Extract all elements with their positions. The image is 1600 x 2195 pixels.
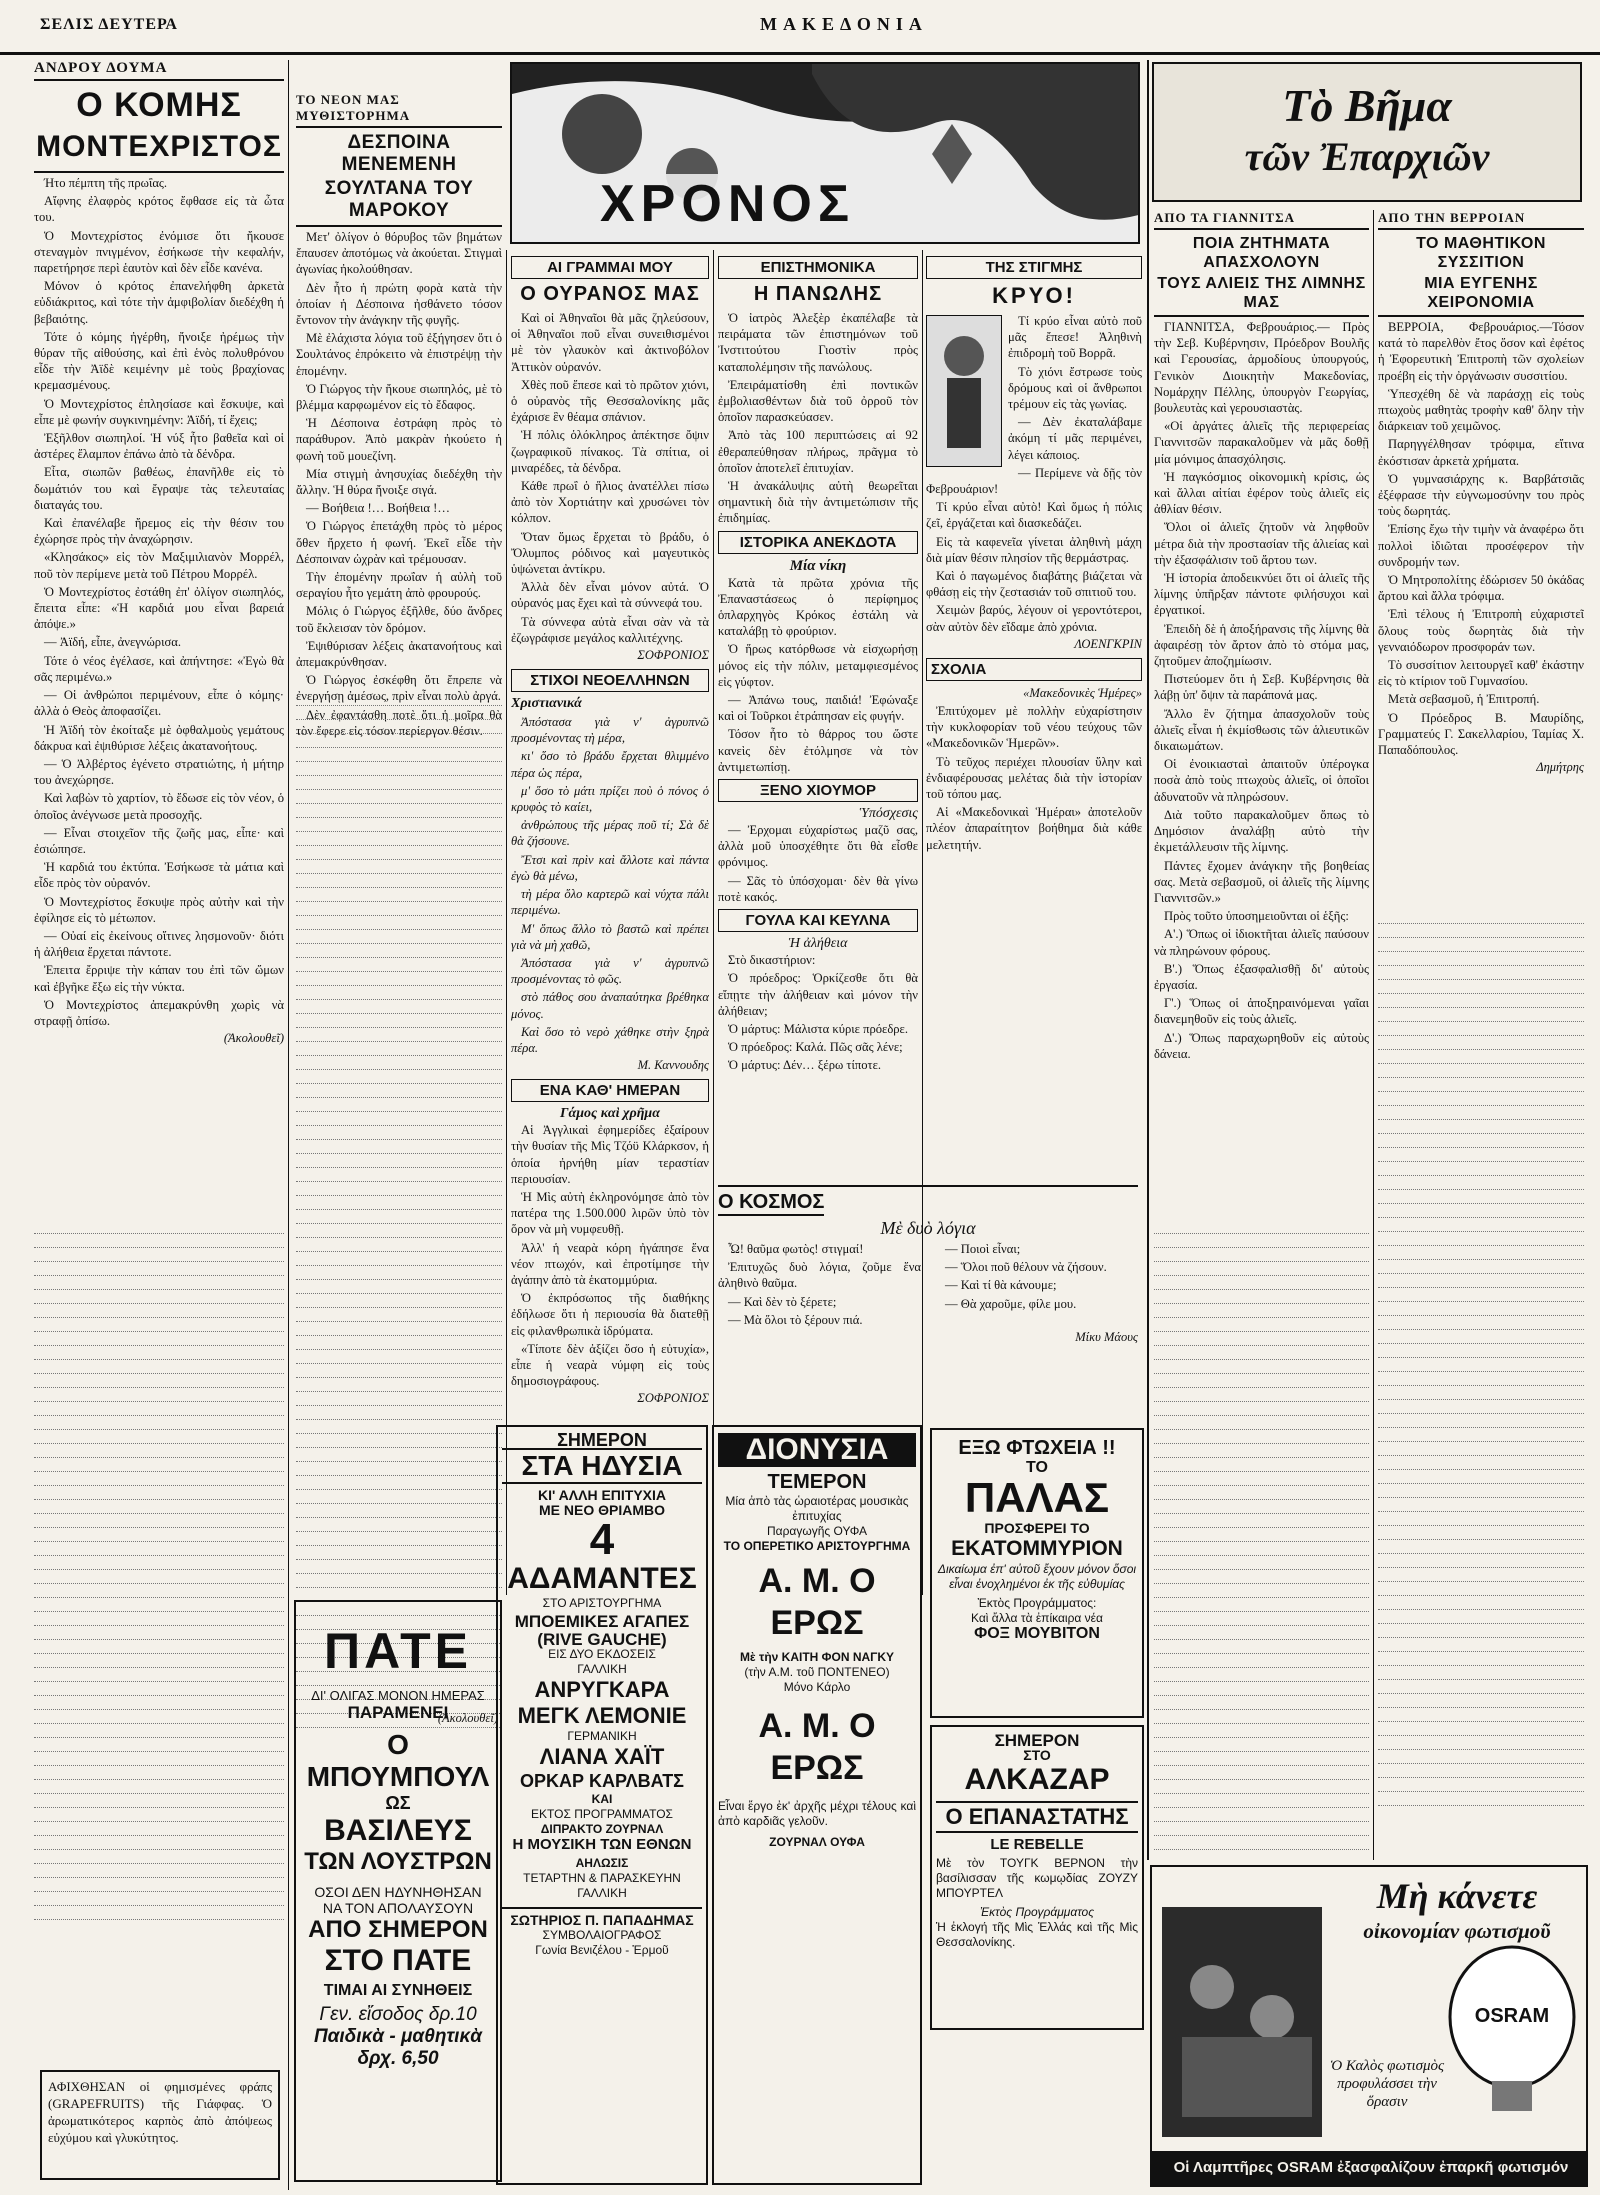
- paragraph: Καὶ ὁ παγωμένος διαβάτης βιάζεται νὰ φθάσῃ εἰς τὴν ζεστασιάν τοῦ σπιτιοῦ του.: [926, 569, 1142, 600]
- novel-column: [296, 92, 502, 1732]
- paragraph: Τὸ συσσίτιον λειτουργεῖ καθ' ἑκάστην εἰς τὸ κτίριον τοῦ Γυμνασίου.: [1378, 658, 1584, 689]
- paragraph: «Κλησάκος» εἰς τὸν Μαξιμιλιανὸν Μορρέλ, ποῦ τὸν περίμενε μετὰ τοῦ Πέτρου Μορρέλ.: [34, 550, 284, 581]
- paragraph: Ὁ Μοντεχρίστος ἐστάθη ἐπ' ὀλίγον σιωπηλός, ἔπειτα εἶπε: «Ἡ καρδιά μου εἶναι βαρειά ἀπόψε.»: [34, 584, 284, 632]
- article-title: Ἡ ἀλήθεια: [788, 936, 848, 952]
- article-title: Η ΠΑΝΩΛΗΣ: [753, 283, 883, 305]
- ad-venue: ΠΑΛΑΣ: [964, 1474, 1110, 1521]
- continued-note: (Ἀκολουθεῖ): [437, 1711, 498, 1725]
- paragraph: Τὸ τεῦχος περιέχει πλουσίαν ὕλην καὶ ἐνδιαφέρουσας μελέτας διὰ τὴν ἱστορίαν τοῦ τόπου μας.: [926, 754, 1142, 802]
- ad-line: ΕΚΤΟΣ ΠΡΟΓΡΑΜΜΑΤΟΣ: [531, 1807, 673, 1821]
- verse: Ἀπόστασα γιὰ ν' ἀγρυπνῶ προσμένοντας τὴ μέρα,: [511, 715, 709, 746]
- banner-title-1: Τὸ Βῆμα: [1282, 80, 1452, 131]
- alkazar-cinema-ad: [930, 1725, 1144, 2030]
- paragraph: — Βοήθεια !… Βοήθεια !…: [306, 501, 450, 516]
- ad-title: Α. Μ. Ο ΕΡΩΣ: [758, 1562, 876, 1642]
- paragraph: Καὶ λαβὼν τὸ χαρτίον, τὸ ἔδωσε εἰς τὸν νέον, ὁ ὁποῖος ἀνέγνωσε μετὰ προσοχῆς.: [34, 791, 284, 822]
- ad-line: ΑΠΟ ΣΗΜΕΡΟΝ: [308, 1916, 488, 1943]
- ad-line: Ἐκτὸς Προγράμματος:: [977, 1596, 1097, 1610]
- article-title: Μὲ δυὸ λόγια: [880, 1218, 976, 1238]
- masthead: [0, 0, 1600, 55]
- ad-line: ΩΣ: [385, 1793, 411, 1813]
- article-text: [926, 685, 1142, 853]
- verse: τὴ μέρα ὅλο καρτερῶ καὶ νύχτα πάλι περιμένω.: [511, 887, 709, 918]
- paragraph: Οἱ ἐνοικιασταὶ ἀπαιτοῦν ὑπέρογκα ποσὰ ἀπὸ τοὺς πτωχοὺς ἁλιεῖς, οἱ ὁποῖοι ἀδυνατοῦν νὰ πληρώσουν.: [1154, 757, 1369, 804]
- ad-line: ΤΙΜΑΙ ΑΙ ΣΥΝΗΘΕΙΣ: [323, 1982, 473, 1999]
- ad-line: ΤΟ ΟΠΕΡΕΤΙΚΟ ΑΡΙΣΤΟΥΡΓΗΜΑ: [723, 1539, 911, 1553]
- article-text: [718, 310, 918, 527]
- ad-line: Παραγωγῆς ΟΥΦΑ: [766, 1524, 868, 1538]
- ad-line: Καὶ ἄλλα τὰ ἐπίκαιρα νέα: [971, 1611, 1103, 1625]
- paragraph: Κάθε πρωΐ ὁ ἥλιος ἀνατέλλει πίσω ἀπὸ τὸν Χορτιάτην καὶ χρυσώνει τὸν κόλπον.: [511, 479, 709, 526]
- banner-title-2: τῶν Ἐπαρχιῶν: [1244, 134, 1490, 179]
- paragraph: Δ'.) Ὅπως παραχωρηθοῦν εἰς αὐτοὺς δάνεια.: [1154, 1030, 1369, 1061]
- article-title: ΤΟΥΣ ΑΛΙΕΙΣ ΤΗΣ ΛΙΜΝΗΣ ΜΑΣ: [1154, 274, 1369, 317]
- section-heading: ΑΙ ΓΡΑΜΜΑΙ ΜΟΥ: [511, 256, 709, 279]
- paragraph: Ὁ ἐκπρόσωπος τῆς διαθήκης ἐδήλωσε ὅτι ἡ περιουσία θὰ διατεθῇ εἰς φιλανθρωπικὰ ἱδρύματα.: [511, 1291, 709, 1338]
- paragraph: — Ὁ Ἀλβέρτος ἐγένετο στρατιώτης, ἡ μήτηρ του ἀνεχώρησε.: [34, 756, 284, 788]
- paragraph: Μετὰ σεβασμοῦ, ἡ Ἐπιτροπή.: [1388, 692, 1540, 707]
- paragraph: Αἱ «Μακεδονικαὶ Ἡμέραι» ἀποτελοῦν πλέον ἀπαραίτητον βοήθημα διὰ κάθε μελετητήν.: [926, 805, 1142, 852]
- pate-cinema-ad: [294, 1600, 502, 2182]
- paragraph: Πάντες ἔχομεν ἀνάγκην τῆς βοηθείας σας. Μετὰ σεβασμοῦ, οἱ ἁλιεῖς τῆς λίμνης Γιαννιτσῶν.»: [1154, 858, 1369, 905]
- paragraph: Τὰ σύννεφα αὐτὰ εἶναι σὰν νὰ τὰ ἐζωγράφισε μεγάλος καλλιτέχνης.: [511, 614, 709, 645]
- ad-line: ΑΝΡΥΓΚΑΡΑ: [534, 1677, 670, 1702]
- paragraph: — Ἀπάνω τους, παιδιά! Ἐφώναξε καὶ οἱ Τοῦρκοι ἐτράπησαν εἰς φυγήν.: [718, 693, 918, 724]
- paragraph: Χειμὼν βαρύς, λέγουν οἱ γεροντότεροι, σὰν αὐτὸν δὲν εἴδαμε ἀπὸ χρόνια.: [926, 603, 1142, 634]
- paragraph: — Μὰ ὅλοι τὸ ξέρουν πιά.: [728, 1312, 863, 1327]
- section-heading: ΤΗΣ ΣΤΙΓΜΗΣ: [926, 256, 1142, 279]
- ad-line: (τὴν Α.Μ. τοῦ ΠΟΝΤΕΝΕΟ): [744, 1665, 890, 1679]
- continued-note: (Ἀκολουθεῖ): [223, 1031, 284, 1046]
- ad-line: Γωνία Βενιζέλου - Ἑρμοῦ: [535, 1943, 669, 1957]
- paragraph: Μετ' ὀλίγον ὁ θόρυβος τῶν βημάτων ἔπαυσεν ἀποτόμως νὰ ἀκούεται. Στιγμαὶ ἀγωνίας ἠκολούθησαν.: [296, 230, 502, 277]
- section-heading: Ο ΚΟΣΜΟΣ: [718, 1191, 824, 1216]
- paragraph: Ὁ γυμνασιάρχης κ. Βαρβάτσιᾶς ἐξέφρασε τὴν εὐγνωμοσύνην του πρὸς τοὺς δωρητάς.: [1378, 471, 1584, 519]
- paragraph: Ὁ Γιώργος ἐπετάχθη πρὸς τὸ μέρος ὅθεν ἤρχετο ἡ φωνή. Ἐκεῖ εἶδε τὴν Δέσποιναν ὠχρὰν καὶ τρέμουσαν.: [296, 519, 502, 566]
- ad-line: ΚΙ' ΑΛΛΗ ΕΠΙΤΥΧΙΑ: [537, 1487, 667, 1503]
- paragraph: Ὁ Πρόεδρος Β. Μαυρίδης, Γραμματεύς Γ. Σακελλαρίου, Ταμίας Χ. Παπαδόπουλος.: [1378, 710, 1584, 758]
- text-filler: [296, 692, 502, 1692]
- paragraph: Τί κρύο εἶναι αὐτὸ! Καὶ ὅμως ἡ πόλις ζεῖ, ἐργάζεται καὶ διασκεδάζει.: [926, 500, 1142, 531]
- article-title: Ο ΟΥΡΑΝΟΣ ΜΑΣ: [520, 283, 700, 305]
- ad-line: Ἡ ἐκλογή τῆς Μὶς Ἑλλάς καὶ τῆς Μὶς Θεσσαλονίκης.: [936, 1920, 1138, 1949]
- column-rule: [506, 250, 507, 1595]
- ad-star: Ο ΜΠΟΥΜΠΟΥΛ: [306, 1729, 490, 1792]
- paper-name: ΜΑΚΕΔΟΝΙΑ: [760, 14, 928, 34]
- paragraph: Μόνον ὁ κρότος ἐπανελήφθη ἀρκετὰ εὐδιάκριτος, καὶ τότε τὴν ἀμφιβολίαν διεδέχθη ἡ βεβαιότης.: [34, 279, 284, 326]
- ad-line: ΣΗΜΕΡΟΝ: [557, 1430, 647, 1450]
- paragraph: Αἱ Ἀγγλικαὶ ἐφημερίδες ἐξαίρουν τὴν θυσίαν τῆς Μὶς Τζόϋ Κλάρκσον, ἡ ὁποία ἠρνήθη μίαν τεραστίαν περιουσίαν.: [511, 1123, 709, 1186]
- paragraph: Κατὰ τὰ πρῶτα χρόνια τῆς Ἐπαναστάσεως ὁ περίφημος ὁπλαρχηγὸς Κρόκος ἐστάλη νὰ καταλάβῃ τὸ φρούριον.: [718, 575, 918, 639]
- ad-line: ΟΡΚΑΡ ΚΑΡΛΒΑΤΣ: [520, 1771, 684, 1791]
- novel-title-2: ΣΟΥΛΤΑΝΑ ΤΟΥ ΜΑΡΟΚΟΥ: [296, 178, 502, 227]
- ad-line: ΤΕΜΕΡΟΝ: [767, 1471, 867, 1493]
- idysia-cinema-ad: [496, 1425, 708, 2185]
- paragraph: Ἐπιτύχομεν μὲ πολλὴν εὐχαρίστησιν τὴν κυκλοφορίαν τοῦ νέου τεύχους τῶν «Μακεδονικῶν Ἡμερῶν».: [926, 704, 1142, 751]
- paragraph: Ἡ παγκόσμιος οἰκονομικὴ κρίσις, ὡς καὶ ἄλλαι αἰτίαι ἐφέρον τοὺς ἁλιεῖς εἰς ἀθλίαν θέσιν.: [1154, 469, 1369, 517]
- paragraph: Τὴν ἐπομένην πρωΐαν ἡ αὐλὴ τοῦ σεραγίου ἦτο γεμάτη ἀπὸ φρουρούς.: [296, 570, 502, 601]
- article-title: ΤΟ ΜΑΘΗΤΙΚΟΝ ΣΥΣΣΙΤΙΟΝ: [1416, 235, 1546, 271]
- paragraph: ΒΕΡΡΟΙΑ, Φεβρουάριος.—Τόσον κατά τὸ παρελθὸν ἔτος ὅσον καὶ ἐφέτος ἡ Ἐφορευτικὴ Ἐπιτροπὴ τῶν σχολείων προέβη εἰς τὴν ὀργάνωσιν συσσιτίου.: [1378, 320, 1584, 383]
- paragraph: «Μακεδονικὲς Ἡμέρες»: [1023, 685, 1142, 700]
- chronos-banner: [510, 62, 1140, 244]
- serial-text: [34, 175, 284, 1029]
- ad-line: ΝΑ ΤΟΝ ΑΠΟΛΑΥΣΟΥΝ: [322, 1900, 474, 1916]
- article-kicker: ΑΠΟ ΤΗΝ ΒΕΡΡΟΙΑΝ: [1378, 210, 1584, 230]
- serial-title-1: Ο ΚΟΜΗΣ: [76, 86, 242, 124]
- paragraph: Ἡ Ἀϊδή τὸν ἐκοίταξε μὲ ὀφθαλμοὺς γεμάτους δάκρυα καὶ ἐψιθύρισε λέξεις ἀκατανοήτους.: [34, 722, 284, 753]
- paragraph: — Ποιοὶ εἶναι;: [945, 1242, 1021, 1256]
- ad-line: ΕΞΩ ΦΤΩΧΕΙΑ !!: [958, 1437, 1116, 1459]
- ad-line: ΚΑΙ: [591, 1792, 613, 1806]
- banner-title: ΧΡΟΝΟΣ: [592, 174, 863, 234]
- ad-line: ΖΟΥΡΝΑΛ ΟΥΦΑ: [769, 1835, 865, 1849]
- ad-title: Α. Μ. Ο ΕΡΩΣ: [758, 1707, 876, 1787]
- paragraph: Ἡ ἱστορία ἀποδεικνύει ὅτι οἱ ἁλιεῖς τῆς λίμνης ὑπῆρξαν πάντοτε φιλήσυχοι καὶ ἐργατικοί.: [1154, 571, 1369, 618]
- column-rule: [1147, 60, 1149, 1860]
- poem-text: [511, 714, 709, 1056]
- paragraph: Πιστεύομεν ὅτι ἡ Σεβ. Κυβέρνησις θὰ λάβῃ ὑπ' ὄψιν τὰ παράπονά μας.: [1154, 672, 1369, 703]
- article-title: Μία νίκη: [789, 557, 847, 574]
- paragraph: Ὁ Μοντεχρίστος ἐνόμισε ὅτι ἤκουσε στεναγμὸν πνιγμένον, ἐσήκωσε τὴν κεφαλήν, παρετήρησε περὶ ἑαυτὸν καὶ δὲν εἶδε κανένα.: [34, 228, 284, 276]
- article-title: ΠΟΙΑ ΖΗΤΗΜΑΤΑ ΑΠΑΣΧΟΛΟΥΝ: [1192, 235, 1331, 271]
- paragraph: Μόλις ὁ Γιώργος ἐξῆλθε, δύο ἄνδρες τοῦ ἔκλεισαν τὸν δρόμον.: [296, 604, 502, 635]
- ad-line: ΛΙΑΝΑ ΧΑΪΤ: [539, 1744, 665, 1769]
- ad-line: ΑΗΛΩΣΙΣ: [575, 1856, 629, 1870]
- ad-line: Δικαίωμα ἐπ' αὐτοῦ ἔχουν μόνον ὅσοι εἶναι ἐνοχλημένοι ἐκ τῆς εὐθυμίας: [937, 1562, 1137, 1591]
- paragraph: Ἐξῆλθον σιωπηλοί. Ἡ νύξ ἦτο βαθεῖα καὶ οἱ ἀστέρες ἔλαμπον ἐπάνω ἀπὸ τὰ δένδρα.: [34, 431, 284, 462]
- middle-column-c: [926, 252, 1142, 1192]
- paragraph: — Ὅλοι ποῦ θέλουν νὰ ζήσουν.: [945, 1260, 1107, 1275]
- paragraph: Ἐπὶ τέλους ἡ Ἐπιτροπὴ εὐχαριστεῖ ὅλους τοὺς δωρητὰς διὰ τὴν γενναιόδωρον προσφοράν των.: [1378, 607, 1584, 654]
- paragraph: Τότε ὁ νέος ἐγέλασε, καὶ ἀπήντησε: «Ἐγὼ θὰ σᾶς περιμένω.»: [34, 653, 284, 684]
- paragraph: Τόσον ἦτο τὸ θάρρος του ὥστε κανεὶς δὲν ἐτόλμησε νὰ τὸν ἀντιμετωπίσῃ.: [718, 727, 918, 774]
- paragraph: — Καὶ δὲν τὸ ξέρετε;: [728, 1294, 837, 1309]
- paragraph: ΓΙΑΝΝΙΤΣΑ, Φεβρουάριος.— Πρὸς τὴν Σεβ. Κυβέρνησιν, Πρόεδρον Βουλῆς καὶ Γερουσίας, ἁρμοδίους ὑπουργούς, Γενικὸν Διοικητὴν Μακεδονίας, Νομάρχην Πέλλης, ὑπουργὸν Γεωργίας, βουλευτὰς καὶ γερουσιαστὰς.: [1154, 320, 1369, 416]
- section-heading: ΕΝΑ ΚΑΘ' ΗΜΕΡΑΝ: [511, 1079, 709, 1102]
- ad-line: Μὲ τὴν ΚΑΙΤΗ ΦΟΝ ΝΑΓΚΥ: [739, 1650, 895, 1664]
- ad-line: ΣΥΜΒΟΛΑΙΟΓΡΑΦΟΣ: [542, 1928, 662, 1942]
- verse: κι' ὅσο τὸ βράδυ ἔρχεται θλιμμένο πέρα ὡς πέρα,: [511, 749, 709, 780]
- paragraph: Εἰς τὰ καφενεῖα γίνεται ἀληθινὴ μάχη διὰ μίαν θέσιν πλησίον τῆς θερμάστρας.: [926, 534, 1142, 565]
- ad-venue: ΑΛΚΑΖΑΡ: [964, 1763, 1110, 1796]
- section-heading: ΕΠΙΣΤΗΜΟΝΙΚΑ: [718, 256, 918, 279]
- ad-line: ΤΩΝ ΛΟΥΣΤΡΩΝ: [304, 1848, 492, 1875]
- osram-footer: Οἱ Λαμπτῆρες OSRAM ἐξασφαλίζουν ἐπαρκῆ φωτισμόν: [1152, 2151, 1588, 2185]
- paragraph: Ὁ Γιώργος ἐσκέφθη ὅτι ἔπρεπε νὰ ἐνεργήσῃ ἀμέσως, πρὶν εἶναι πολὺ ἀργά.: [296, 673, 502, 704]
- osram-ad: [1150, 1865, 1588, 2187]
- ad-line: ΕΙΣ ΔΥΟ ΕΚΔΟΣΕΙΣ: [548, 1647, 656, 1661]
- section-heading: ΣΤΙΧΟΙ ΝΕΟΕΛΛΗΝΩΝ: [511, 669, 709, 692]
- ad-line: (RIVE GAUCHE): [537, 1630, 667, 1649]
- paragraph: — Θὰ χαροῦμε, φίλε μου.: [945, 1296, 1077, 1311]
- ad-line: ΓΑΛΛΙΚΗ: [577, 1662, 627, 1676]
- verria-column: [1378, 210, 1584, 1860]
- paragraph: Ὁ Γιώργος τὴν ἤκουε σιωπηλός, μὲ τὸ βλέμμα καρφωμένον εἰς τὸ ἔδαφος.: [296, 381, 502, 413]
- ad-venue: ΔΙΟΝΥΣΙΑ: [718, 1433, 916, 1467]
- ad-line: ΔΙ' ΟΛΙΓΑΣ ΜΟΝΟΝ ΗΜΕΡΑΣ: [311, 1688, 485, 1703]
- section-heading: ΣΧΟΛΙΑ: [926, 658, 1142, 681]
- paragraph: Τί κρύο εἶναι αὐτὸ ποῦ μᾶς ἔπεσε! Ἀληθινὴ ἐπιδρομὴ τοῦ Βορρᾶ.: [1008, 314, 1142, 361]
- osram-slogan-2: οἰκονομίαν φωτισμοῦ: [1363, 1919, 1551, 1943]
- paragraph: «Τίποτε δὲν ἀξίζει ὅσο ἡ εὐτυχία», εἶπε ἡ νεαρὰ νύμφη εἰς τοὺς δημοσιογράφους.: [511, 1341, 709, 1389]
- paragraph: Εἶτα, σιωπῶν βαθέως, ἐπανῆλθε εἰς τὸ δωμάτιόν του καὶ ἔγραψε τὰς τελευταίας διαταγάς του.: [34, 465, 284, 512]
- dionysia-cinema-ad: [712, 1425, 922, 2185]
- paragraph: Ἐπιτυχῶς δυὸ λόγια, ζοῦμε ἕνα ἀληθινὸ θαῦμα.: [718, 1260, 921, 1291]
- paragraph: — Περίμενε νὰ δῇς τὸν Φεβρουάριον!: [926, 465, 1142, 497]
- ad-line: ΣΤΟ ΑΡΙΣΤΟΥΡΓΗΜΑ: [542, 1596, 662, 1610]
- ad-number: 4: [589, 1515, 615, 1564]
- paragraph: Ὅταν ὅμως ἔρχεται τὸ βράδυ, ὁ Ὄλυμπος ρόδινος καὶ μαγευτικὸς ὑψώνεται ἀντίκρυ.: [511, 529, 709, 577]
- article-signature: ΣΟΦΡΟΝΙΟΣ: [637, 1391, 709, 1406]
- ad-line: Μία ἀπὸ τὰς ὡραιοτέρας μουσικὰς ἐπιτυχίας: [725, 1494, 909, 1523]
- article-title: Ὑπόσχεσις: [859, 806, 918, 822]
- poem-title: Χριστιανικά: [511, 696, 582, 712]
- paragraph: Αἴφνης ἐλαφρὸς κρότος ἔφθασε εἰς τὰ ὦτα του.: [34, 194, 284, 225]
- paragraph: Ἐπειδὴ δὲ ἡ ἀποξήρανσις τῆς λίμνης θὰ ἀφαιρέσῃ τὸν ἄρτον ἀπὸ τὸ στόμα μας, ζητοῦμεν ἀποζημίωσιν.: [1154, 621, 1369, 669]
- article-title: ΜΙΑ ΕΥΓΕΝΗΣ ΧΕΙΡΟΝΟΜΙΑ: [1378, 274, 1584, 317]
- paragraph: Ἐπίσης ἔχω τὴν τιμὴν νὰ ἀναφέρω ὅτι πολλοὶ ἰδιῶται προσέφερον τὴν συνδρομήν των.: [1378, 522, 1584, 569]
- ad-line: Η ΜΟΥΣΙΚΗ ΤΩΝ ΕΘΝΩΝ: [512, 1836, 692, 1853]
- ad-line: Μόνο Κάρλο: [783, 1680, 851, 1694]
- ad-line: ΕΚΑΤΟΜΜΥΡΙΟΝ: [951, 1537, 1123, 1560]
- page-label: ΣΕΛΙΣ ΔΕΥΤΕΡΑ: [40, 16, 178, 33]
- paragraph: Τότε ὁ κόμης ἠγέρθη, ἤνοιξε ἠρέμως τὴν θύραν τῆς αἰθούσης, καὶ ἐπὶ ἑνὸς πολυθρόνου εἶδε τὴν Ἀϊδὲ κειμένην μὲ τοὺς βραχίονας κρεμασμένους.: [34, 329, 284, 393]
- paragraph: — Οἱ ἀνθρώποι περιμένουν, εἶπε ὁ κόμης· ἀλλὰ ὁ Θεὸς ἀποφασίζει.: [34, 688, 284, 719]
- paragraph: Μία στιγμὴ ἀνησυχίας διεδέχθη τὴν ἄλλην. Ἡ θύρα ἤνοιξε σιγά.: [296, 466, 502, 498]
- article-text: [511, 1122, 709, 1389]
- ad-line: ΣΤΟ: [1023, 1747, 1051, 1763]
- serial-column: [34, 60, 284, 2055]
- ad-line: ΣΤΟ ΠΑΤΕ: [324, 1944, 472, 1977]
- paragraph: Ἡ Δέσποινα ἐστράφη πρὸς τὸ παράθυρον. Ἀπὸ μακρὰν ἠκούετο ἡ φωνὴ τοῦ μουεζίνη.: [296, 416, 502, 463]
- ad-line: ΜΕ ΝΕΟ ΘΡΙΑΜΒΟ: [538, 1502, 665, 1518]
- article-text: [718, 1241, 1138, 1328]
- paragraph: Χθὲς ποῦ ἔπεσε καὶ τὸ πρῶτον χιόνι, ὁ οὐρανὸς τῆς Θεσσαλονίκης μᾶς ἐχάρισε ἓν θέαμα σπάνιον.: [511, 377, 709, 425]
- middle-column-a: [511, 252, 709, 1587]
- verse: Καὶ ὅσο τὸ νερὸ χάθηκε στὴν ξηρὰ πέρα.: [511, 1024, 709, 1055]
- column-rule: [1373, 210, 1374, 1860]
- ad-line: ΓΕΡΜΑΝΙΚΗ: [567, 1729, 637, 1743]
- serial-kicker: ΑΝΔΡΟΥ ΔΟΥΜΑ: [34, 60, 284, 81]
- paragraph: Ἡ πόλις ὁλόκληρος ἀπέκτησε ὄψιν ζωγραφικοῦ πίνακος. Τὰ σπίτια, οἱ μιναρέδες, τὰ δένδρα.: [511, 428, 709, 475]
- paragraph: Ὁ πρόεδρος: Καλά. Πῶς σᾶς λένε;: [728, 1040, 903, 1055]
- article-text: [1378, 319, 1584, 758]
- caricature-image: [926, 315, 1002, 467]
- osram-tagline: Ὁ Καλὸς φωτισμὸς προφυλάσσει τὴν ὅρασιν: [1329, 2058, 1445, 2110]
- paragraph: Ὁ ἥρως κατόρθωσε νὰ εἰσχωρήσῃ μόνος εἰς τὴν πόλιν, μεταμφιεσμένος εἰς γύφτον.: [718, 642, 918, 689]
- paragraph: Ἐψιθύρισαν λέξεις ἀκατανοήτους καὶ ἀπεμακρύνθησαν.: [296, 638, 502, 670]
- ad-line: ΣΩΤΗΡΙΟΣ Π. ΠΑΠΑΔΗΜΑΣ: [502, 1907, 702, 1928]
- article-text: [718, 952, 918, 1073]
- ad-line: ΒΑΣΙΛΕΥΣ: [324, 1814, 472, 1847]
- paragraph: — Σᾶς τὸ ὑπόσχομαι· δὲν θὰ γίνω ποτὲ κακός.: [718, 873, 918, 904]
- text-filler: [34, 1220, 284, 2055]
- ad-line: ΟΣΟΙ ΔΕΝ ΗΔΥΝΗΘΗΣΑΝ: [314, 1884, 482, 1900]
- paragraph: Ὁ μάρτυς: Δέν… ξέρω τίποτε.: [728, 1058, 882, 1073]
- article-title: Γάμος καὶ χρῆμα: [560, 1106, 660, 1122]
- paragraph: — Δὲν ἐκαταλάβαμε ἀκόμη τί μᾶς περιμένει, λέγει κάποιος.: [1008, 415, 1142, 462]
- paragraph: Ἀπὸ τὰς 100 περιπτώσεις αἱ 92 ἐθεραπεύθησαν πλήρως, πρᾶγμα τὸ ὁποῖον ἀποτελεῖ ἐπιτυχίαν.: [718, 428, 918, 475]
- paragraph: Ἀλλ' ἡ νεαρὰ κόρη ἠγάπησε ἕνα νέον πτωχόν, καὶ ἐπροτίμησε τὴν ἀγάπην ἀπὸ τὰ ἑκατομμύρια.: [511, 1240, 709, 1287]
- novel-text: [296, 229, 502, 739]
- serial-title-2: ΜΟΝΤΕΧΡΙΣΤΟΣ: [34, 127, 284, 173]
- paragraph: Γ'.) Ὅπως οἱ ἀποξηραινόμεναι γαῖαι διανεμηθοῦν εἰς τοὺς ἁλιεῖς.: [1154, 996, 1369, 1027]
- paragraph: — Ἐρχομαι εὐχαρίστως μαζῦ σας, ἀλλὰ μοῦ ὑποσχέθητε ὅτι θὰ εἶσθε φρόνιμος.: [718, 823, 918, 870]
- novel-title-1: ΔΕΣΠΟΙΝΑ ΜΕΝΕΜΕΝΗ: [341, 132, 457, 175]
- paragraph: Α'.) Ὅπως οἱ ἰδιοκτῆται ἁλιεῖς παύσουν νὰ πληρώνουν φόρους.: [1154, 927, 1369, 958]
- paragraph: Ἡ ἀνακάλυψις αὐτὴ θεωρεῖται σημαντικὴ διὰ τὴν ἀντιμετώπισιν τῆς ἐπιδημίας.: [718, 479, 918, 526]
- paragraph: Ἐπειτα ἔρριψε τὴν κάπαν του ἐπὶ τῶν ὤμων καὶ ἐβγῆκε ἔξω εἰς τὴν νύκτα.: [34, 963, 284, 994]
- kosmos-section: [718, 1185, 1138, 1422]
- ad-line: ΔΙΠΡΑΚΤΟ ΖΟΥΡΝΑΛ: [540, 1822, 664, 1836]
- osram-slogan-1: Μὴ κάνετε: [1376, 1876, 1538, 1916]
- paragraph: Ὑπεσχέθη δὲ νὰ παράσχῃ εἰς τοὺς πτωχοὺς μαθητὰς τροφὴν καθ' ὅλην τὴν διάρκειαν τοῦ χειμῶνος.: [1378, 386, 1584, 434]
- paragraph: Ἡ Μὶς αὐτὴ ἐκληρονόμησε ἀπὸ τὸν πατέρα της 1.500.000 λιρῶν ὑπὸ τὸν ὅρον νὰ μὴ νυμφευθῇ.: [511, 1189, 709, 1237]
- ad-line: Εἶναι ἔργο ἐκ' ἀρχῆς μέχρι τέλους καὶ ἀπὸ καρδιᾶς γελοῦν.: [718, 1799, 916, 1828]
- ad-title: ΑΔΑΜΑΝΤΕΣ: [507, 1562, 697, 1595]
- article-signature: Δημήτρης: [1536, 760, 1584, 775]
- ad-title: ΠΑΤΕ: [324, 1623, 472, 1679]
- paragraph: Ὁ Μητροπολίτης ἐδώρισεν 50 ὀκάδας ἄρτου καὶ ἄλλα τρόφιμα.: [1378, 573, 1584, 604]
- poem-signature: Μ. Καννουδης: [637, 1058, 709, 1073]
- article-text: [511, 310, 709, 646]
- article-title: ΚΡΥΟ!: [992, 283, 1076, 308]
- ad-line: ΜΕΓΚ ΛΕΜΟΝΙΕ: [517, 1703, 687, 1728]
- giannitsa-column: [1154, 210, 1369, 1860]
- paragraph: — Ἀϊδή, εἶπε, ἀνεγνώρισα.: [44, 635, 182, 650]
- paragraph: Καὶ ἐπανέλαβε ἤρεμος εἰς τὴν θέσιν του ἐχώρησε πρὸς τὴν ἀναχώρησιν.: [34, 516, 284, 547]
- paragraph: Ὁ Μοντεχρίστος ἀπεμακρύνθη χωρὶς νὰ στραφῇ ὀπίσω.: [34, 997, 284, 1028]
- article-text: [718, 575, 918, 775]
- paragraph: — Εἶναι στοιχεῖον τῆς ζωῆς μας, εἶπε· καὶ ἐσιώπησε.: [34, 825, 284, 856]
- ad-line: Ἐκτὸς Προγράμματος: [979, 1905, 1095, 1919]
- article-text: [718, 822, 918, 905]
- paragraph: — Καὶ τί θὰ κάνουμε;: [945, 1278, 1057, 1293]
- novel-kicker: ΤΟ ΝΕΟΝ ΜΑΣ ΜΥΘΙΣΤΟΡΗΜΑ: [296, 92, 502, 128]
- article-signature: ΣΟΦΡΟΝΙΟΣ: [637, 648, 709, 663]
- paragraph: Δὲν ἐφαντάσθη ποτὲ ὅτι ἡ μοῖρα θὰ τὸν ἔφερε εἰς τόσον περίεργον θέσιν.: [296, 707, 502, 738]
- ad-line: ΓΑΛΛΙΚΗ: [577, 1886, 627, 1900]
- section-heading: ΓΟΥΛΑ ΚΑΙ ΚΕΥΛΝΑ: [718, 909, 918, 932]
- paragraph: Β'.) Ὅπως ἐξασφαλισθῇ δι' αὐτοὺς ἐργασία.: [1154, 961, 1369, 992]
- ad-line: ΤΕΤΑΡΤΗΝ & ΠΑΡΑΣΚΕΥΗΝ: [523, 1871, 681, 1885]
- section-heading: ΞΕΝΟ ΧΙΟΥΜΟΡ: [718, 779, 918, 802]
- ad-line: ΜΠΟΕΜΙΚΕΣ ΑΓΑΠΕΣ: [514, 1612, 690, 1631]
- middle-column-b: [718, 252, 918, 1192]
- caricature-drawing: [927, 316, 1001, 466]
- paragraph: Ήτο πέμπτη τῆς πρωΐας.: [44, 176, 168, 190]
- paragraph: Ὦ! θαῦμα φωτὸς! στιγμαί!: [728, 1242, 864, 1256]
- paragraph: Ἐπειράματίσθη ἐπὶ ποντικῶν ἐμβολιασθέντων διὰ τοῦ ὀρροῦ τὸν ὁποῖον παρασκεύασεν.: [718, 377, 918, 425]
- paragraph: Ὁ πρόεδρος: Ὁρκίζεσθε ὅτι θὰ εἴπῃτε τὴν ἀλήθειαν καὶ μόνον τὴν ἀλήθειαν;: [718, 971, 918, 1018]
- paragraph: Ὁ Μοντεχρίστος ἔσκυψε πρὸς αὐτὴν καὶ τὴν ἐφίλησε εἰς τὸ μέτωπον.: [34, 894, 284, 925]
- ad-line: ΣΗΜΕΡΟΝ: [994, 1731, 1080, 1750]
- ad-venue: ΣΤΑ ΗΔΥΣΙΑ: [502, 1448, 702, 1484]
- ad-line: ΠΡΟΣΦΕΡΕΙ ΤΟ: [984, 1520, 1090, 1536]
- text-filler: [1154, 1220, 1369, 1860]
- ad-line: ΤΟ: [1026, 1459, 1048, 1476]
- ad-line: ΦΟΞ ΜΟΥΒΙΤΟΝ: [974, 1625, 1100, 1642]
- paragraph: Παρηγγέλθησαν τρόφιμα, εἴτινα ἐκόστισαν ἀρκετὰ χρήματα.: [1378, 437, 1584, 468]
- verse: Ἀπόστασα γιὰ ν' ἀγρυπνῶ προσμένοντας τὸ φῶς.: [511, 955, 709, 987]
- paragraph: Τὸ χιόνι ἔστρωσε τοὺς δρόμους καὶ οἱ ἄνθρωποι τρέμουν εἰς τὰς γωνίας.: [1008, 364, 1142, 412]
- verse: ἀνθρώπους τῆς μέρας ποῦ τί; Σὰ δὲ θὰ ζήσουνε.: [511, 818, 709, 849]
- article-kicker: ΑΠΟ ΤΑ ΓΙΑΝΝΙΤΣΑ: [1154, 210, 1369, 230]
- grapefruit-notice: ΑΦΙΧΘΗΣΑΝ οἱ φημισμένες φράπς (GRAPEFRUITS) τῆς Γιάφφας. Ὁ ἀρωματικότερος καρπὸς ἀπὸ ἀπόψεως εὐχύμου καὶ γλυκύτητος.: [40, 2070, 280, 2180]
- ad-title: Ο ΕΠΑΝΑΣΤΑΤΗΣ: [936, 1801, 1138, 1833]
- verse: μ' ὅσο τὸ μάτι πρίζει ποὺ ὁ πόνος ὁ κρυφὸς τὸ καίει,: [511, 783, 709, 815]
- section-heading: ΙΣΤΟΡΙΚΑ ΑΝΕΚΔΟΤΑ: [718, 531, 918, 554]
- paragraph: «Οἱ ἀργάτες ἁλιεῖς τῆς περιφερείας Γιαννιτσῶν παρακαλοῦμεν νὰ μᾶς δοθῇ μία μόνιμος ἀπασχόλησις.: [1154, 419, 1369, 466]
- paragraph: Ἀλλὰ δὲν εἶναι μόνον αὐτά. Ὁ οὐρανός μας ἔχει καὶ τὰ σύννεφά του.: [511, 580, 709, 611]
- paragraph: Ὁ μάρτυς: Μάλιστα κύριε πρόεδρε.: [728, 1021, 908, 1036]
- paragraph: Ἡ καρδιά του ἐκτύπα. Ἐσήκωσε τὰ μάτια καὶ εἶδε πρὸς τὸν οὐρανόν.: [34, 860, 284, 891]
- paragraph: Ὁ ἰατρὸς Ἀλεξὲρ ἐκαπέλαβε τὰ πειράματα τῶν ἐπιστημόνων τοῦ Ἰνστιτούτου Γιοστὶν πρὸς καταπολέμησιν τῆς πανώλους.: [718, 311, 918, 374]
- palas-cinema-ad: [930, 1428, 1144, 1718]
- provinces-banner: [1152, 62, 1582, 202]
- text-filler: [1378, 910, 1584, 1860]
- paragraph: — Οὐαί εἰς ἐκείνους οἵτινες λησμονοῦν· διότι ἡ ἀλήθεια ἔρχεται πάντοτε.: [34, 928, 284, 960]
- paragraph: Μὲ ἐλάχιστα λόγια τοῦ ἐξήγησεν ὅτι ὁ Σουλτάνος ἐπρόκειτο νὰ ἐπιστρέψῃ τὴν ἑπομένην.: [296, 331, 502, 378]
- article-signature: Μίκυ Μάους: [1075, 1330, 1138, 1345]
- paragraph: Ὅλοι οἱ ἁλιεῖς ζητοῦν νὰ ληφθοῦν μέτρα διὰ τὴν προστασίαν τῆς ἁλιείας καὶ τὴν ἐξασφάλισιν τοῦ ἄρτου των.: [1154, 520, 1369, 567]
- ad-line: Παιδικὰ - μαθητικὰ δρχ. 6,50: [313, 2026, 482, 2069]
- verse: στὸ πάθος σου ἀναπαύτηκα βρέθηκα μόνος.: [511, 990, 709, 1021]
- article-signature: ΛΟΕΝΓΚΡΙΝ: [1074, 636, 1142, 651]
- paragraph: Στὸ δικαστήριον:: [728, 953, 816, 968]
- ad-line: ΠΑΡΑΜΕΝΕΙ: [347, 1703, 449, 1722]
- osram-brand: OSRAM: [1474, 2005, 1550, 2027]
- ad-line: Μὲ τὸν ΤΟΥΓΚ ΒΕΡΝΟΝ τὴν βασίλισσαν τῆς κωμῳδίας ΖΟΥΖΥ ΜΠΟΥΡΤΕΛ: [936, 1856, 1138, 1900]
- column-rule: [713, 250, 714, 1595]
- ad-line: Γεν. εἴσοδος δρ.10: [319, 2004, 477, 2025]
- verse: Μ' ὅπως ἄλλο τὸ βαστῶ καὶ πρέπει γιὰ νὰ μὴ χαθῶ,: [511, 921, 709, 952]
- article-text: [1154, 319, 1369, 1062]
- paragraph: Καὶ οἱ Ἀθηναῖοι θὰ μᾶς ζηλεύσουν, οἱ Ἀθηναῖοι ποῦ εἶναι συνειθισμένοι μὲ τὸν γλαυκὸν καὶ ἀκτινοβόλον Ἀττικὸν οὐρανόν.: [511, 311, 709, 374]
- paragraph: Δὲν ἦτο ἡ πρώτη φορὰ κατὰ τὴν ὁποίαν ἡ Δέσποινα ἠσθάνετο τόσον ἔντονον τὴν ἀνάγκην τῆς φυγῆς.: [296, 280, 502, 328]
- paragraph: Ἄλλο ἓν ζήτημα ἀπασχολοῦν τοὺς ἁλιεῖς εἶναι ἡ ἐκμίσθωσις τῶν ἁλιευτικῶν δικαιωμάτων.: [1154, 706, 1369, 754]
- paragraph: Ὁ Μοντεχρίστος ἐπλησίασε καὶ ἔσκυψε, καὶ εἶπε μὲ φωνήν συγκινημένην: Ἀϊδή, τί ἔχεις;: [34, 396, 284, 427]
- column-rule: [288, 60, 289, 2190]
- paragraph: Πρὸς τοῦτο ὑποσημειοῦνται οἱ ἑξῆς:: [1164, 909, 1349, 924]
- ad-line: LE REBELLE: [990, 1836, 1084, 1853]
- paragraph: Διὰ τοῦτο παρακαλοῦμεν ὅπως τὸ Δημόσιον ἀναλάβῃ αὐτὸ τὴν ἐκμετάλλευσιν τῆς λίμνης.: [1154, 807, 1369, 855]
- verse: Ἔτσι καὶ πρὶν καὶ ἄλλοτε καὶ πάντα ἐγὼ θὰ μένω,: [511, 852, 709, 883]
